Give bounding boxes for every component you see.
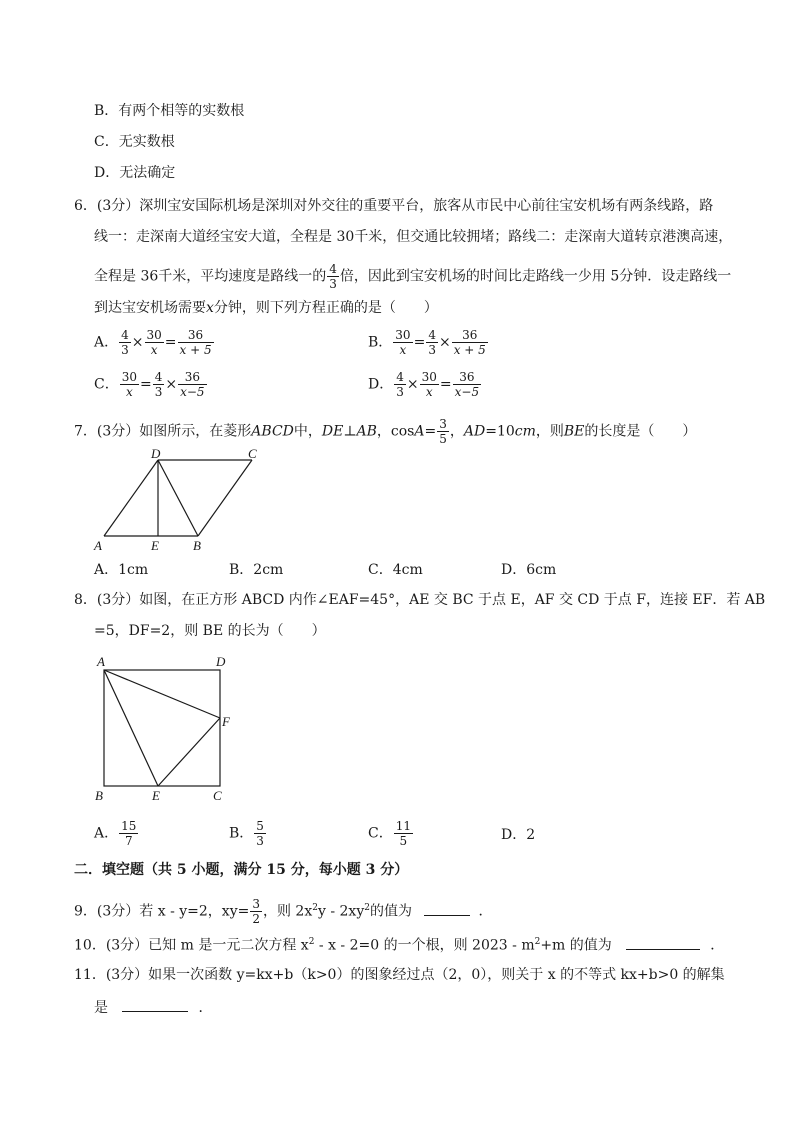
q8-stem-line1: 8．(3分）如图，在正方形 ABCD 内作∠EAF=45°，AE 交 BC 于点 E，AF 交 CD 于点 F，连接 EF．若 AB [74,592,766,608]
q6-stem-line4: 到达宝安机场需要x分钟，则下列方程正确的是（ ） [94,300,438,316]
q5-option-c: C．无实数根 [94,134,175,150]
q5-option-b: B．有两个相等的实数根 [94,103,245,119]
q7-label-c: C [248,446,257,461]
q6-option-d: D． $\frac{4}{3}$ × $\frac{30}{x}$ = $\frac{36}{x-5}$ [368,370,480,399]
q6-line3-text-a: 全程是 36千米，平均速度是路线一的 [94,268,327,285]
section-2-title: 二．填空题（共 5 小题，满分 15 分，每小题 3 分） [74,862,409,878]
q8-label-d: D [216,654,226,669]
q7-option-c: C．4cm [368,562,423,578]
q11-stem-line2: 是 ． [94,997,212,1018]
q7-option-b: B．2cm [229,562,284,578]
q6-option-c: C． $\frac{30}{x}$ = $\frac{4}{3}$ × $\frac{36}{x-5}$ [94,370,205,399]
q7-label-e: E [151,538,159,553]
q7-label-a: A [94,538,102,553]
q11-answer-blank[interactable] [122,997,188,1012]
q8-option-a: A． $\frac{15}{7}$ [94,819,137,848]
q8-label-c: C [213,788,222,802]
q7-rhombus-figure [90,446,270,556]
q6-option-a: A． $\frac{4}{3}$ × $\frac{30}{x}$ = $\frac{36}{x + 5}$ [94,328,212,357]
q7-label-b: B [193,538,201,553]
q8-option-c: C． $\frac{11}{5}$ [368,819,411,848]
q8-stem-line2: =5，DF=2，则 BE 的长为（ ） [94,623,326,639]
q7-option-d: D．6cm [501,562,557,578]
q8-square-figure [90,652,240,802]
q10-answer-blank[interactable] [626,935,700,950]
q7-label-d: D [151,446,161,461]
q8-label-e: E [152,788,160,802]
q6-stem-line2: 线一：走深南大道经宝安大道，全程是 30千米，但交通比较拥堵；路线二：走深南大道转京港澳高速， [94,229,733,245]
q9-fraction-three-halves: $\frac{3}{2}$ [252,897,260,926]
q8-option-d: D．2 [501,827,536,843]
q6-option-b: B． $\frac{30}{x}$ = $\frac{4}{3}$ × $\frac{36}{x + 5}$ [368,328,486,357]
q9-stem: 9．(3分）若 x - y=2，xy= $\frac{3}{2}$ ，则 $2x^2y - 2xy^2$的值为 ． [74,897,493,926]
q8-label-a: A [97,654,105,669]
q8-label-f: F [222,714,230,729]
q7-fraction-three-fifths: $\frac{3}{5}$ [439,417,447,446]
q6-line3-text-b: 倍，因此到宝安机场的时间比走路线一少用 5分钟．设走路线一 [339,268,732,285]
q6-stem-line1: 6．(3分）深圳宝安国际机场是深圳对外交往的重要平台，旅客从市民中心前往宝安机场有两条线路，路 [74,198,714,214]
q6-fraction-four-thirds: $\frac{4}{3}$ [329,262,337,291]
q7-stem: 7．(3分）如图所示，在菱形ABCD中，DE⊥AB，cosA= $\frac{3}{5}$ ，AD=10cm，则BE的长度是（ ） [74,417,697,446]
q7-option-a: A．1cm [94,562,149,578]
q5-option-d: D．无法确定 [94,165,176,181]
q8-option-b: B． $\frac{5}{3}$ [229,819,264,848]
q10-stem: 10．(3分）已知 m 是一元二次方程 $x^2 - x - 2=0$ 的一个根，则 $2023 - m^2+m$ 的值为 ． [74,932,724,956]
q11-stem-line1: 11．(3分）如果一次函数 y=kx+b（k>0）的图象经过点（2，0），则关于 x 的不等式 kx+b>0 的解集 [74,967,725,983]
q8-label-b: B [95,788,103,802]
q9-answer-blank[interactable] [424,901,470,916]
q6-stem-line3 [94,262,731,291]
